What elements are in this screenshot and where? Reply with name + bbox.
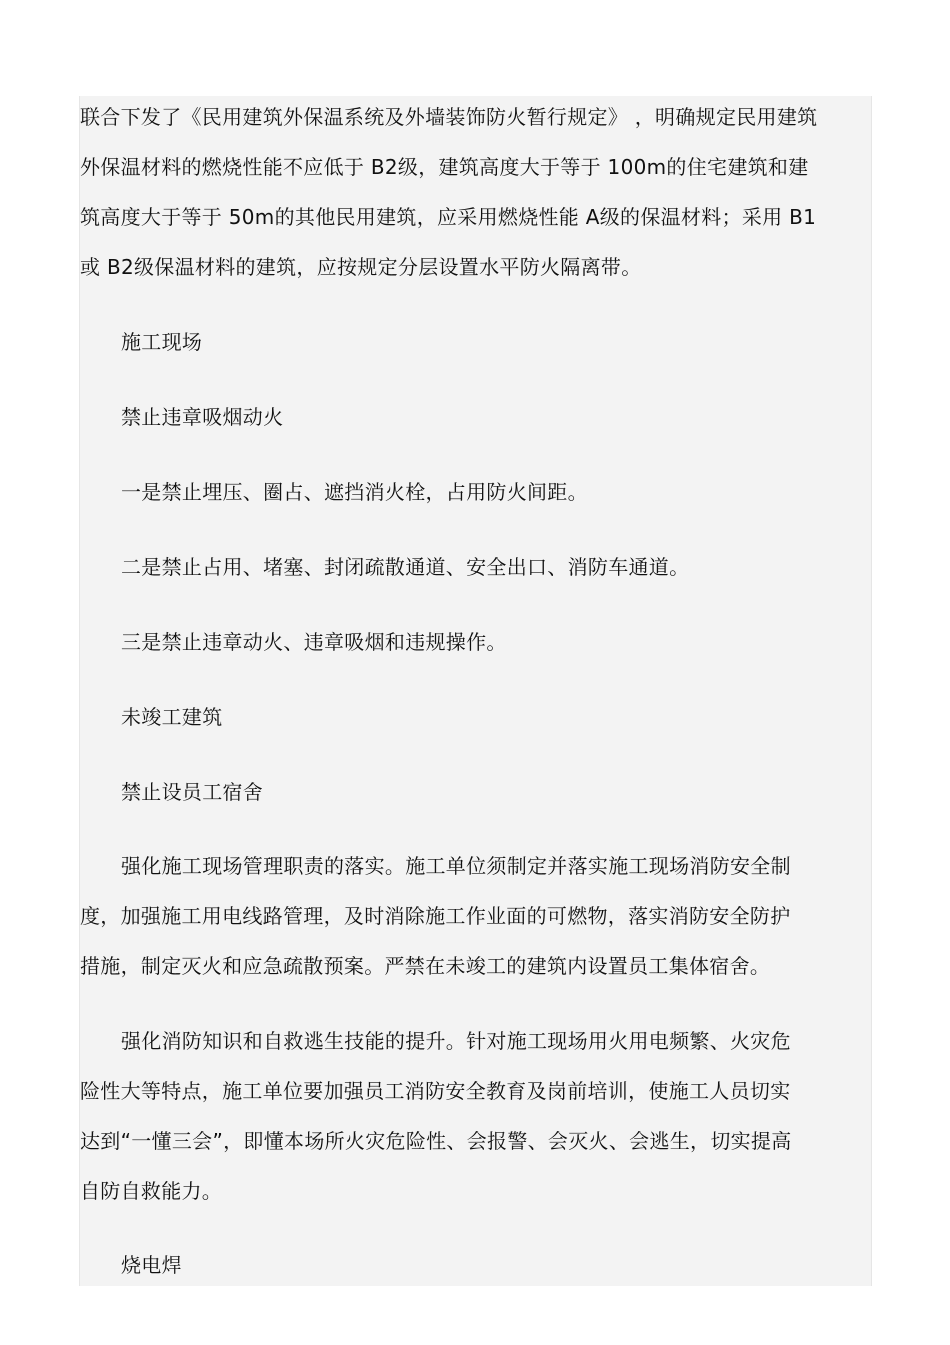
paragraph-fire-knowledge (80, 1016, 880, 1216)
paragraph-line: 强化施工现场管理职责的落实。施工单位须制定并落实施工现场消防安全制 (121, 854, 791, 878)
paragraph-line: 联合下发了《民用建筑外保温系统及外墙装饰防火暂行规定》 ，明确规定民用建筑 (80, 105, 818, 129)
paragraph-line: 达到“一懂三会”，即懂本场所火灾危险性、会报警、会灭火、会逃生，切实提高 (80, 1129, 792, 1153)
paragraph-line: 险性大等特点，施工单位要加强员工消防安全教育及岗前培训，使施工人员切实 (80, 1079, 791, 1103)
heading-electric-welding: 烧电焊 (121, 1253, 182, 1277)
paragraph-line: 或 B2级保温材料的建筑，应按规定分层设置水平防火隔离带。 (80, 255, 642, 279)
paragraph-line: 措施，制定灭火和应急疏散预案。严禁在未竣工的建筑内设置员工集体宿舍。 (80, 954, 771, 978)
heading-no-dormitory: 禁止设员工宿舍 (121, 780, 264, 804)
paragraph-line: 自防自救能力。 (80, 1179, 223, 1203)
document-page (79, 96, 872, 1286)
paragraph-line: 度，加强施工用电线路管理，及时消除施工作业面的可燃物，落实消防安全防护 (80, 904, 791, 928)
rule-item-1: 一是禁止埋压、圈占、遮挡消火栓，占用防火间距。 (121, 480, 588, 504)
heading-unfinished-building: 未竣工建筑 (121, 705, 223, 729)
paragraph-insulation-rules (80, 92, 880, 292)
rule-item-3: 三是禁止违章动火、违章吸烟和违规操作。 (121, 630, 507, 654)
paragraph-management-duty (80, 841, 880, 991)
heading-construction-site: 施工现场 (121, 330, 203, 354)
paragraph-line: 筑高度大于等于 50m的其他民用建筑，应采用燃烧性能 A级的保温材料；采用 B1 (80, 205, 817, 229)
heading-no-smoking-fire: 禁止违章吸烟动火 (121, 405, 284, 429)
paragraph-line: 强化消防知识和自救逃生技能的提升。针对施工现场用火用电频繁、火灾危 (121, 1029, 791, 1053)
rule-item-2: 二是禁止占用、堵塞、封闭疏散通道、安全出口、消防车通道。 (121, 555, 690, 579)
paragraph-line: 外保温材料的燃烧性能不应低于 B2级，建筑高度大于等于 100m的住宅建筑和建 (80, 155, 809, 179)
